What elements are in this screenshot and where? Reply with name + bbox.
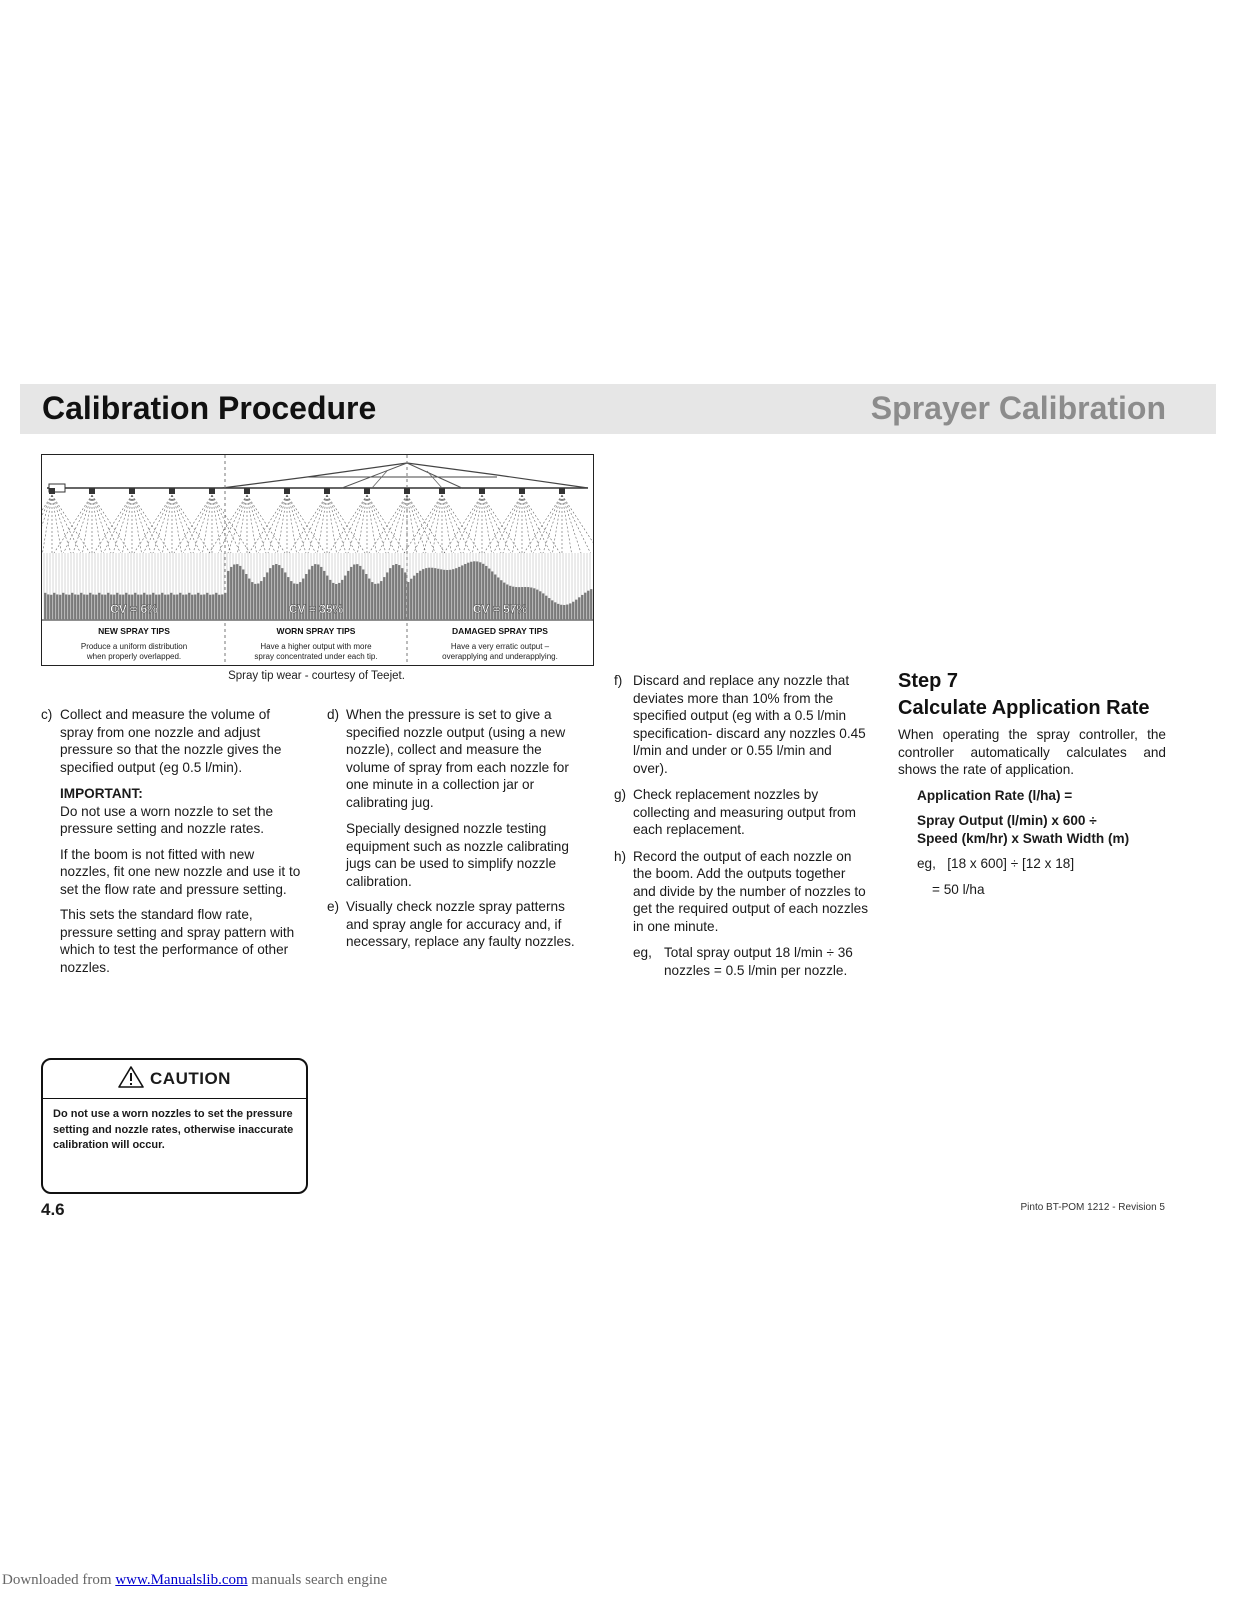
- distribution-bar: [467, 563, 469, 620]
- distribution-bar: [68, 595, 70, 620]
- distribution-bar: [227, 571, 229, 620]
- footer-suffix: manuals search engine: [247, 1572, 388, 1588]
- distribution-bar: [578, 597, 580, 620]
- panel-desc-damaged-2: overapplying and underapplying.: [442, 652, 558, 661]
- distribution-bar: [245, 574, 247, 620]
- column-3: [614, 672, 870, 988]
- panel-title-damaged: DAMAGED SPRAY TIPS: [452, 626, 548, 636]
- distribution-bar: [104, 595, 106, 620]
- distribution-bar: [101, 595, 103, 620]
- spray-nozzle-icon: [174, 488, 250, 553]
- column-2: [327, 706, 589, 960]
- distribution-bar: [275, 564, 277, 620]
- distribution-bar: [386, 572, 388, 620]
- distribution-bar: [530, 587, 532, 620]
- distribution-bar: [368, 579, 370, 620]
- warning-triangle-icon: [118, 1065, 144, 1094]
- step-h-example: [633, 944, 870, 979]
- step-h-text: Record the output of each nozzle on the boom. Add the outputs together and divide by the number of nozzles to get the required output of each nozzles in one minute.: [633, 848, 869, 934]
- distribution-bar: [383, 577, 385, 620]
- distribution-bar: [452, 569, 454, 620]
- distribution-bar: [92, 595, 94, 620]
- step-d-paragraph-2: Specially designed nozzle testing equipment such as nozzle calibrating jugs can be used to simplify nozzle calibration.: [346, 821, 569, 889]
- page-number: 4.6: [41, 1200, 65, 1219]
- distribution-bar: [215, 593, 217, 620]
- distribution-bar: [458, 567, 460, 620]
- distribution-bar: [263, 577, 265, 620]
- distribution-bar: [404, 572, 406, 620]
- spray-nozzle-icon: [289, 488, 365, 553]
- distribution-bar: [431, 568, 433, 620]
- distribution-bar: [161, 593, 163, 620]
- cv-label-new: CV = 6%: [110, 602, 158, 616]
- distribution-bar: [218, 595, 220, 620]
- step-e: [327, 898, 589, 951]
- distribution-bar: [80, 593, 82, 620]
- page-title: Calibration Procedure: [42, 390, 377, 426]
- step-e-text: Visually check nozzle spray patterns and spray angle for accuracy and, if necessary, replace any faulty nozzles.: [346, 899, 575, 949]
- distribution-bar: [254, 584, 256, 620]
- distribution-bar: [557, 604, 559, 620]
- distribution-bar: [173, 595, 175, 620]
- step-number: Step 7: [898, 670, 959, 692]
- distribution-bar: [464, 564, 466, 620]
- distribution-bar: [455, 568, 457, 620]
- formula-example-text: [18 x 600] ÷ [12 x 18]: [947, 856, 1075, 871]
- distribution-bar: [62, 593, 64, 620]
- distribution-bar: [569, 603, 571, 620]
- distribution-bar: [560, 605, 562, 620]
- distribution-bar: [56, 594, 58, 620]
- new-nozzle-paragraph: If the boom is not fitted with new nozzles, fit one new nozzle and use it to set the flow rate and pressure setting.: [60, 846, 301, 897]
- distribution-bar: [170, 593, 172, 620]
- distribution-bar: [47, 594, 49, 620]
- manualslib-link[interactable]: www.Manualslib.com: [115, 1572, 248, 1588]
- step-d: [327, 706, 589, 811]
- distribution-bar: [182, 595, 184, 620]
- important-label: IMPORTANT:: [60, 786, 143, 801]
- spray-nozzle-icon: [484, 488, 560, 553]
- spray-nozzle-icon: [42, 488, 90, 553]
- distribution-bar: [242, 569, 244, 620]
- download-footer: [2, 1572, 387, 1589]
- distribution-bar: [65, 594, 67, 620]
- distribution-bar: [392, 565, 394, 620]
- distribution-bar: [572, 602, 574, 620]
- distribution-bar: [362, 569, 364, 620]
- step-c-text: Collect and measure the volume of spray from one nozzle and adjust pressure so that the nozzle gives the specified output (eg 0.5 l/min).: [60, 707, 282, 775]
- distribution-bar: [203, 594, 205, 620]
- distribution-bar: [536, 590, 538, 620]
- distribution-bar: [377, 584, 379, 620]
- distribution-bar: [365, 574, 367, 620]
- distribution-bar: [527, 587, 529, 620]
- spray-tip-wear-figure: [41, 454, 594, 666]
- spray-nozzle-icon: [94, 488, 170, 553]
- distribution-bar: [269, 568, 271, 620]
- distribution-bar: [98, 593, 100, 620]
- distribution-bar: [53, 593, 55, 620]
- distribution-bar: [266, 572, 268, 620]
- panel-desc-worn-2: spray concentrated under each tip.: [254, 652, 378, 661]
- distribution-bar: [551, 600, 553, 620]
- distribution-bar: [77, 595, 79, 620]
- distribution-bar: [236, 564, 238, 620]
- distribution-bar: [584, 593, 586, 620]
- step-f-label: f): [614, 673, 623, 688]
- distribution-bar: [446, 570, 448, 620]
- step-g: [614, 786, 870, 839]
- step-e-label: e): [327, 899, 340, 914]
- column-1: [41, 706, 306, 984]
- distribution-bar: [590, 589, 592, 620]
- step-h: [614, 848, 870, 936]
- distribution-bar: [71, 593, 73, 620]
- distribution-bar: [548, 598, 550, 620]
- distribution-bar: [164, 595, 166, 620]
- panel-title-worn: WORN SPRAY TIPS: [276, 626, 356, 636]
- step-d-text: When the pressure is set to give a specified nozzle output (using a new nozzle), collect and measure the volume of spray from each nozzle for one minute in a collection jar or calibrating jug.: [346, 707, 569, 810]
- step-f-text: Discard and replace any nozzle that deviates more than 10% from the specified output (eg with a 0.5 l/min specification- discard any nozzles 0.45 l/min and under or 0.55 l/min and over).: [633, 673, 866, 776]
- step-heading: Calculate Application Rate: [898, 697, 1150, 719]
- panel-desc-damaged-1: Have a very erratic output –: [450, 642, 550, 651]
- distribution-bar: [428, 568, 430, 620]
- cv-label-worn: CV = 35%: [288, 602, 344, 616]
- distribution-bar: [407, 582, 409, 620]
- step-c-label: c): [41, 707, 53, 722]
- spray-nozzle-icon: [54, 488, 130, 553]
- distribution-bar: [167, 595, 169, 620]
- distribution-bar: [422, 569, 424, 620]
- important-text: Do not use a worn nozzle to set the pressure setting and nozzle rates.: [60, 803, 274, 836]
- formula-line-2: Speed (km/hr) x Swath Width (m): [917, 830, 1130, 846]
- distribution-bar: [425, 568, 427, 620]
- caution-title: CAUTION: [150, 1069, 231, 1088]
- distribution-bar: [545, 596, 547, 620]
- step-c: [41, 706, 306, 776]
- distribution-bar: [374, 584, 376, 620]
- spray-nozzle-icon: [209, 488, 285, 553]
- step-intro: When operating the spray controller, the controller automatically calculates and shows the rate of application.: [898, 727, 1166, 777]
- caution-text: Do not use a worn nozzles to set the pressure setting and nozzle rates, otherwise inaccurate calibration will occur.: [53, 1108, 294, 1151]
- distribution-bar: [83, 594, 85, 620]
- step-h-label: h): [614, 848, 627, 864]
- distribution-bar: [344, 576, 346, 620]
- panel-desc-worn-1: Have a higher output with more: [260, 642, 372, 651]
- step-h-example-label: eg,: [633, 945, 652, 960]
- formula-result: = 50 l/ha: [932, 881, 985, 897]
- distribution-bar: [230, 567, 232, 620]
- distribution-bar: [212, 594, 214, 620]
- distribution-bar: [437, 569, 439, 620]
- formula-example: [917, 855, 1166, 873]
- distribution-bar: [371, 582, 373, 620]
- spray-nozzle-icon: [404, 488, 480, 553]
- step-d-label: d): [327, 707, 340, 722]
- distribution-bar: [188, 593, 190, 620]
- distribution-bar: [440, 569, 442, 620]
- formula-label: Application Rate (l/ha) =: [917, 787, 1073, 803]
- distribution-bar: [554, 602, 556, 620]
- distribution-bar: [185, 595, 187, 620]
- distribution-bar: [398, 565, 400, 620]
- cv-label-damaged: CV = 57%: [472, 602, 528, 616]
- distribution-bar: [260, 581, 262, 620]
- distribution-bar: [200, 595, 202, 620]
- step-f: [614, 672, 870, 777]
- distribution-bar: [359, 566, 361, 620]
- distribution-bar: [581, 595, 583, 620]
- distribution-bar: [86, 595, 88, 620]
- spray-nozzle-icon: [444, 488, 520, 553]
- distribution-bar: [566, 605, 568, 620]
- step-h-example-text: Total spray output 18 l/min ÷ 36 nozzles = 0.5 l/min per nozzle.: [664, 945, 853, 978]
- distribution-bar: [401, 568, 403, 620]
- distribution-bar: [347, 571, 349, 620]
- distribution-bar: [221, 594, 223, 620]
- distribution-bar: [272, 565, 274, 620]
- distribution-bar: [50, 595, 52, 620]
- formula-line-1: Spray Output (l/min) x 600 ÷: [917, 813, 1097, 828]
- distribution-bar: [353, 564, 355, 620]
- panel-desc-new-1: Produce a uniform distribution: [80, 642, 188, 651]
- distribution-bar: [197, 593, 199, 620]
- distribution-bar: [224, 593, 226, 620]
- distribution-bar: [233, 564, 235, 620]
- distribution-bar: [443, 570, 445, 620]
- distribution-bar: [563, 605, 565, 620]
- distribution-bar: [449, 570, 451, 620]
- step-g-text: Check replacement nozzles by collecting and measuring output from each replacement.: [633, 787, 856, 837]
- distribution-bar: [419, 571, 421, 620]
- distribution-bar: [95, 595, 97, 620]
- formula-example-label: eg,: [917, 856, 936, 871]
- distribution-bar: [356, 564, 358, 620]
- distribution-bar: [206, 593, 208, 620]
- distribution-bar: [251, 582, 253, 620]
- distribution-bar: [284, 572, 286, 620]
- header-band: [20, 384, 1216, 434]
- section-title: Sprayer Calibration: [870, 390, 1166, 426]
- panel-desc-new-2: when properly overlapped.: [86, 652, 182, 661]
- distribution-bar: [248, 579, 250, 620]
- distribution-bar: [575, 600, 577, 620]
- distribution-bar: [59, 595, 61, 620]
- distribution-bar: [350, 567, 352, 620]
- caution-header: [43, 1060, 306, 1099]
- distribution-bar: [533, 588, 535, 620]
- distribution-bar: [410, 579, 412, 620]
- distribution-bar: [380, 581, 382, 620]
- distribution-bar: [158, 595, 160, 620]
- spray-nozzle-icon: [134, 488, 210, 553]
- distribution-bar: [542, 593, 544, 620]
- column-4: [898, 668, 1166, 906]
- distribution-bar: [44, 593, 46, 620]
- spray-pattern-diagram: [42, 455, 593, 665]
- document-reference: Pinto BT-POM 1212 - Revision 5: [1020, 1202, 1165, 1213]
- distribution-bar: [587, 591, 589, 620]
- distribution-bar: [74, 594, 76, 620]
- distribution-bar: [89, 593, 91, 620]
- footer-prefix: Downloaded from: [2, 1572, 116, 1588]
- distribution-bar: [395, 564, 397, 620]
- step-g-label: g): [614, 787, 627, 802]
- figure-caption: Spray tip wear - courtesy of Teejet.: [228, 670, 405, 682]
- distribution-bar: [257, 584, 259, 620]
- spray-nozzle-icon: [249, 488, 325, 553]
- distribution-bar: [176, 595, 178, 620]
- distribution-bar: [278, 565, 280, 620]
- standard-flow-paragraph: This sets the standard flow rate, pressure setting and spray pattern with which to test the performance of other nozzles.: [60, 907, 295, 975]
- distribution-bar: [209, 595, 211, 620]
- panel-title-new: NEW SPRAY TIPS: [98, 626, 170, 636]
- spray-nozzle-icon: [329, 488, 405, 553]
- distribution-bar: [389, 568, 391, 620]
- distribution-bar: [539, 591, 541, 620]
- caution-box: [41, 1058, 308, 1194]
- distribution-bar: [413, 576, 415, 620]
- distribution-bar: [194, 594, 196, 620]
- distribution-bar: [179, 593, 181, 620]
- distribution-bar: [239, 566, 241, 620]
- distribution-bar: [191, 595, 193, 620]
- distribution-bar: [281, 568, 283, 620]
- distribution-bar: [107, 593, 109, 620]
- distribution-bar: [461, 565, 463, 620]
- distribution-bar: [434, 568, 436, 620]
- distribution-bar: [416, 573, 418, 620]
